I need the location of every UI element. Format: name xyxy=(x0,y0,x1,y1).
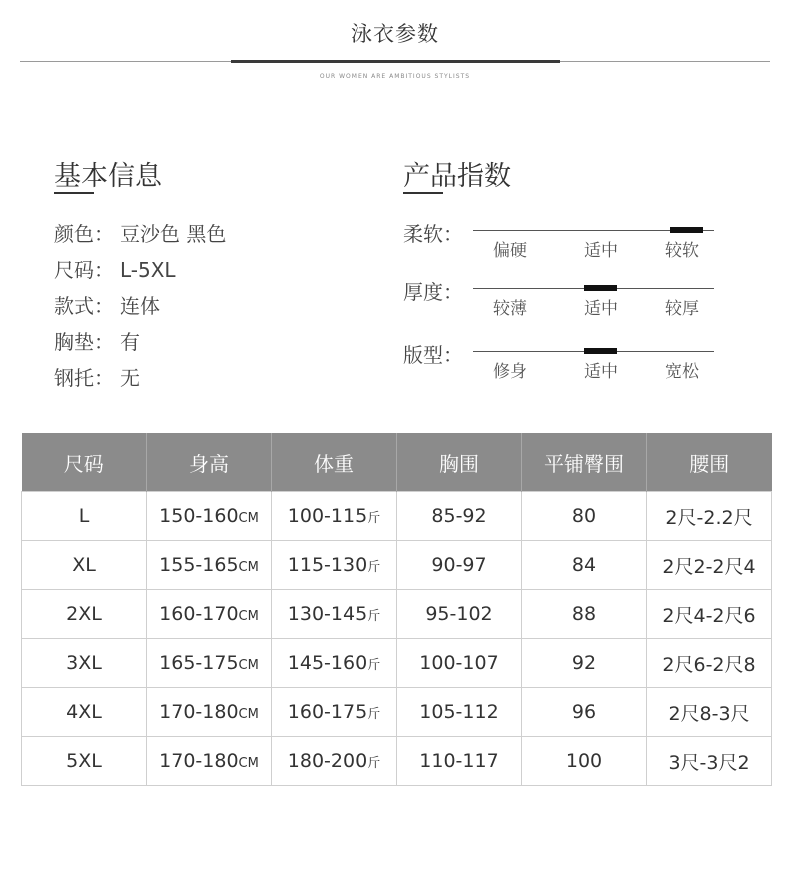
info-value: 无 xyxy=(120,366,140,390)
cell-weight xyxy=(272,737,397,786)
cell-height xyxy=(147,590,272,639)
weight-unit: 斤 xyxy=(367,609,381,624)
cell-hip xyxy=(522,688,647,737)
info-row-underwire xyxy=(54,362,140,391)
table-header-row xyxy=(22,433,772,492)
cell-value: 105-112 xyxy=(419,701,499,723)
cell-value: 155-165 xyxy=(159,554,239,576)
cell-weight xyxy=(272,541,397,590)
weight-unit: 斤 xyxy=(367,756,381,771)
cell-height xyxy=(147,492,272,541)
cell-weight xyxy=(272,492,397,541)
cell-hip xyxy=(522,541,647,590)
product-index-heading: 产品指数 xyxy=(403,161,511,192)
info-label: 尺码： xyxy=(54,258,114,282)
cell-value: 115-130 xyxy=(287,554,368,576)
height-unit: CM xyxy=(238,756,259,771)
weight-unit: 斤 xyxy=(367,658,381,673)
header-divider-accent xyxy=(231,60,560,63)
scale-tick: 较厚 xyxy=(665,299,699,319)
cell-hip xyxy=(522,492,647,541)
info-row-padding xyxy=(54,326,140,355)
cell-size xyxy=(22,541,147,590)
cell-weight xyxy=(272,590,397,639)
cell-bust xyxy=(397,639,522,688)
header-height: 身高 xyxy=(147,433,272,492)
cell-height xyxy=(147,737,272,786)
info-label: 颜色： xyxy=(54,222,114,246)
cell-value: 85-92 xyxy=(431,505,487,527)
table-row xyxy=(22,590,772,639)
cell-value: 100-107 xyxy=(419,652,499,674)
cell-hip xyxy=(522,737,647,786)
cell-value: 150-160 xyxy=(159,505,239,527)
cell-height xyxy=(147,541,272,590)
cell-bust xyxy=(397,492,522,541)
cell-value: 160-175 xyxy=(287,701,368,723)
cell-bust xyxy=(397,541,522,590)
cell-waist xyxy=(647,639,772,688)
cell-value: 2尺6-2尺8 xyxy=(662,653,756,676)
cell-value: 4XL xyxy=(66,701,102,723)
scale-marker-softness xyxy=(670,227,703,233)
info-label: 款式： xyxy=(54,294,114,318)
cell-value: 80 xyxy=(571,505,597,527)
product-index-underline xyxy=(403,192,443,194)
scale-marker-thickness xyxy=(584,285,617,291)
scale-tick: 较薄 xyxy=(493,299,527,319)
cell-size xyxy=(22,737,147,786)
info-value: L-5XL xyxy=(120,258,176,282)
cell-value: 3尺-3尺2 xyxy=(668,751,750,774)
cell-value: 2尺-2.2尺 xyxy=(665,506,753,529)
scale-label-fit: 版型： xyxy=(403,343,463,367)
cell-value: 2尺8-3尺 xyxy=(668,702,750,725)
scale-tick: 宽松 xyxy=(665,362,699,382)
info-row-size xyxy=(54,254,176,283)
cell-value: 2尺4-2尺6 xyxy=(662,604,756,627)
cell-value: 92 xyxy=(571,652,597,674)
cell-value: 180-200 xyxy=(287,750,368,772)
cell-hip xyxy=(522,590,647,639)
scale-tick: 适中 xyxy=(584,299,618,319)
cell-value: 145-160 xyxy=(287,652,368,674)
cell-size xyxy=(22,492,147,541)
info-label: 钢托： xyxy=(54,366,114,390)
scale-tick: 适中 xyxy=(584,241,618,261)
cell-size xyxy=(22,688,147,737)
cell-height xyxy=(147,639,272,688)
height-unit: CM xyxy=(238,511,259,526)
table-row xyxy=(22,492,772,541)
cell-weight xyxy=(272,639,397,688)
cell-bust xyxy=(397,688,522,737)
cell-value: 84 xyxy=(571,554,597,576)
basic-info-underline xyxy=(54,192,94,194)
scale-tick: 适中 xyxy=(584,362,618,382)
cell-value: 3XL xyxy=(66,652,102,674)
info-row-color xyxy=(54,218,226,247)
cell-value: XL xyxy=(72,554,96,576)
cell-bust xyxy=(397,737,522,786)
cell-value: L xyxy=(78,505,90,527)
scale-tick: 较软 xyxy=(665,241,699,261)
info-row-style xyxy=(54,290,160,319)
cell-waist xyxy=(647,590,772,639)
header-weight: 体重 xyxy=(272,433,397,492)
height-unit: CM xyxy=(238,560,259,575)
height-unit: CM xyxy=(238,609,259,624)
cell-value: 170-180 xyxy=(159,701,239,723)
page-title: 泳衣参数 xyxy=(351,22,439,46)
table-row xyxy=(22,737,772,786)
cell-value: 130-145 xyxy=(287,603,368,625)
cell-hip xyxy=(522,639,647,688)
height-unit: CM xyxy=(238,658,259,673)
cell-value: 95-102 xyxy=(425,603,493,625)
cell-value: 90-97 xyxy=(431,554,487,576)
cell-value: 88 xyxy=(571,603,597,625)
cell-value: 96 xyxy=(571,701,597,723)
cell-value: 2XL xyxy=(66,603,102,625)
scale-label-softness: 柔软： xyxy=(403,222,463,246)
cell-waist xyxy=(647,541,772,590)
table-row xyxy=(22,541,772,590)
basic-info-heading: 基本信息 xyxy=(54,161,162,192)
info-value: 有 xyxy=(120,330,140,354)
header-hip: 平铺臀围 xyxy=(522,433,647,492)
cell-value: 160-170 xyxy=(159,603,239,625)
cell-value: 165-175 xyxy=(159,652,239,674)
cell-value: 110-117 xyxy=(419,750,499,772)
header-size: 尺码 xyxy=(22,433,147,492)
cell-weight xyxy=(272,688,397,737)
cell-value: 170-180 xyxy=(159,750,239,772)
scale-label-thickness: 厚度： xyxy=(403,280,463,304)
info-value: 豆沙色 黑色 xyxy=(120,222,227,246)
cell-waist xyxy=(647,492,772,541)
header-waist: 腰围 xyxy=(647,433,772,492)
info-label: 胸垫： xyxy=(54,330,114,354)
height-unit: CM xyxy=(238,707,259,722)
scale-tick: 修身 xyxy=(493,362,527,382)
cell-waist xyxy=(647,737,772,786)
scale-marker-fit xyxy=(584,348,617,354)
table-row xyxy=(22,639,772,688)
cell-value: 100-115 xyxy=(287,505,368,527)
cell-bust xyxy=(397,590,522,639)
cell-value: 2尺2-2尺4 xyxy=(662,555,756,578)
header-bust: 胸围 xyxy=(397,433,522,492)
cell-value: 5XL xyxy=(66,750,102,772)
table-row xyxy=(22,688,772,737)
weight-unit: 斤 xyxy=(367,707,381,722)
info-value: 连体 xyxy=(120,294,160,318)
cell-value: 100 xyxy=(565,750,603,772)
cell-waist xyxy=(647,688,772,737)
weight-unit: 斤 xyxy=(367,560,381,575)
size-table xyxy=(21,433,772,786)
scale-tick: 偏硬 xyxy=(493,241,527,261)
cell-size xyxy=(22,639,147,688)
weight-unit: 斤 xyxy=(367,511,381,526)
cell-height xyxy=(147,688,272,737)
cell-size xyxy=(22,590,147,639)
header-subtitle: OUR WOMEN ARE AMBITIOUS STYLISTS xyxy=(319,73,471,80)
